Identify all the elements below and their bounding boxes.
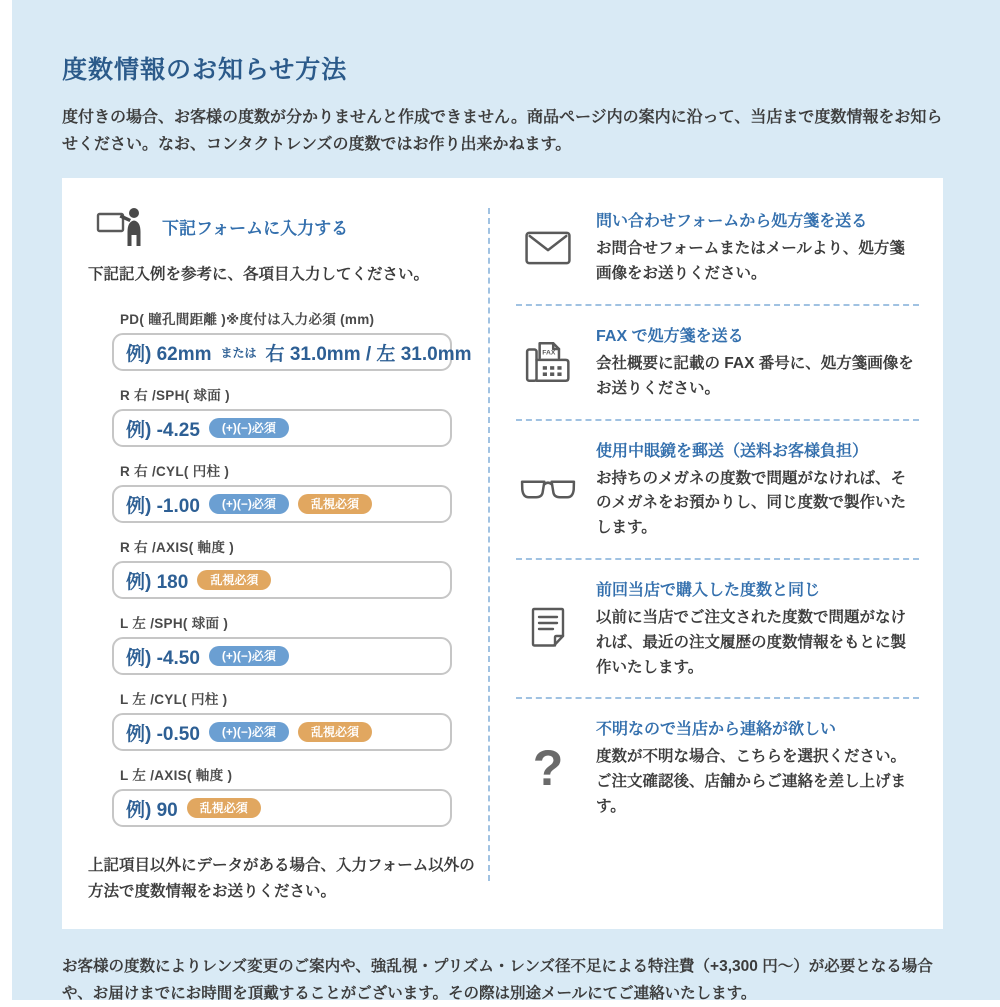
question-mark-icon: ?	[532, 740, 564, 797]
field-example-box	[112, 485, 452, 523]
envelope-icon	[516, 231, 580, 265]
example-value: 例) -0.50	[126, 723, 200, 745]
method-contact-form	[516, 204, 919, 306]
field-label: R 右 /CYL( 円柱 )	[120, 464, 230, 480]
field-label: L 左 /CYL( 円柱 )	[120, 692, 228, 708]
example-value: 例) 180	[126, 571, 189, 593]
field-r-cyl	[112, 460, 452, 523]
example-value-2: 右 31.0mm / 左 31.0mm	[265, 343, 472, 365]
field-example-box	[112, 789, 452, 827]
document-icon	[516, 607, 580, 651]
plus-minus-required-badge: (+)(−)必須	[209, 494, 289, 514]
field-label: R 右 /AXIS( 軸度 )	[120, 540, 235, 556]
form-input-column	[88, 204, 476, 904]
plus-minus-required-badge: (+)(−)必須	[209, 418, 289, 438]
form-header	[96, 206, 476, 246]
field-l-sph	[112, 612, 452, 675]
example-value: 例) -4.25	[126, 419, 200, 441]
field-label: L 左 /AXIS( 軸度 )	[120, 768, 233, 784]
fax-icon	[516, 340, 580, 384]
intro-text: 度付きの場合、お客様の度数が分かりませんと作成できません。商品ページ内の案内に沿って、当店まで度数情報をお知らせください。なお、コンタクトレンズの度数ではお作り出来かねます。	[62, 109, 943, 154]
field-example-box	[112, 637, 452, 675]
field-l-cyl	[112, 688, 452, 751]
method-body: 会社概要に記載の FAX 番号に、処方箋画像をお送りください。	[596, 354, 914, 397]
example-value: 例) -1.00	[126, 495, 200, 517]
form-heading: 下記フォームに入力する	[162, 218, 349, 238]
method-title: 不明なので当店から連絡が欲しい	[596, 721, 837, 739]
method-fax	[516, 306, 919, 421]
form-subheading: 下記記入例を参考に、各項目入力してください。	[88, 266, 430, 284]
astigmatism-required-badge: 乱視必須	[187, 798, 261, 818]
alternative-methods-column	[516, 204, 919, 904]
column-divider	[488, 208, 490, 880]
form-fields	[112, 308, 472, 827]
field-label: PD( 瞳孔間距離 )※度付は入力必須 (mm)	[120, 312, 375, 328]
example-value: 例) 90	[126, 799, 178, 821]
method-title: 問い合わせフォームから処方箋を送る	[596, 213, 868, 231]
method-title: 使用中眼鏡を郵送（送料お客様負担）	[596, 442, 869, 460]
field-label: R 右 /SPH( 球面 )	[120, 388, 230, 404]
field-example-box	[112, 561, 452, 599]
method-title: FAX で処方箋を送る	[596, 327, 744, 345]
astigmatism-required-badge: 乱視必須	[197, 570, 271, 590]
info-panel	[62, 178, 943, 928]
example-value: 例) -4.50	[126, 647, 200, 669]
plus-minus-required-badge: (+)(−)必須	[209, 722, 289, 742]
astigmatism-required-badge: 乱視必須	[298, 494, 372, 514]
example-value: 例) 62mm	[126, 343, 212, 365]
method-previous-order	[516, 560, 919, 699]
field-l-axis	[112, 764, 452, 827]
method-title: 前回当店で購入した度数と同じ	[596, 581, 821, 599]
footer-note: お客様の度数によりレンズ変更のご案内や、強乱視・プリズム・レンズ径不足による特注費（+3,300 円〜）が必要となる場合や、お届けまでにお時間を頂戴することがございます。その際は別途メールにてご連絡いたします。	[62, 957, 933, 1002]
method-body: 度数が不明な場合、こちらを選択ください。ご注文確認後、店舗からご連絡を差し上げます。	[596, 748, 907, 815]
page-title: 度数情報のお知らせ方法	[62, 56, 348, 84]
field-example-box	[112, 713, 452, 751]
field-pd	[112, 308, 472, 371]
method-unknown-contact	[516, 699, 919, 836]
method-body: お持ちのメガネの度数で問題がなければ、そのメガネをお預かりし、同じ度数で製作いたします。	[596, 469, 907, 537]
method-mail-glasses	[516, 421, 919, 560]
method-body: お問合せフォームまたはメールより、処方箋画像をお送りください。	[596, 240, 905, 283]
glasses-icon	[516, 478, 580, 501]
example-connector: または	[220, 345, 257, 360]
method-body: 以前に当店でご注文された度数で問題がなければ、最近の注文履歴の度数情報をもとに製作いたします。	[596, 608, 907, 676]
field-example-box	[112, 409, 452, 447]
field-r-sph	[112, 384, 452, 447]
astigmatism-required-badge: 乱視必須	[298, 722, 372, 742]
presenter-icon	[96, 206, 146, 246]
field-r-axis	[112, 536, 452, 599]
form-note: 上記項目以外にデータがある場合、入力フォーム以外の方法で度数情報をお送りください。	[88, 857, 475, 900]
field-label: L 左 /SPH( 球面 )	[120, 616, 229, 632]
svg-text:FAX: FAX	[542, 349, 556, 357]
plus-minus-required-badge: (+)(−)必須	[209, 646, 289, 666]
field-example-box	[112, 333, 472, 371]
